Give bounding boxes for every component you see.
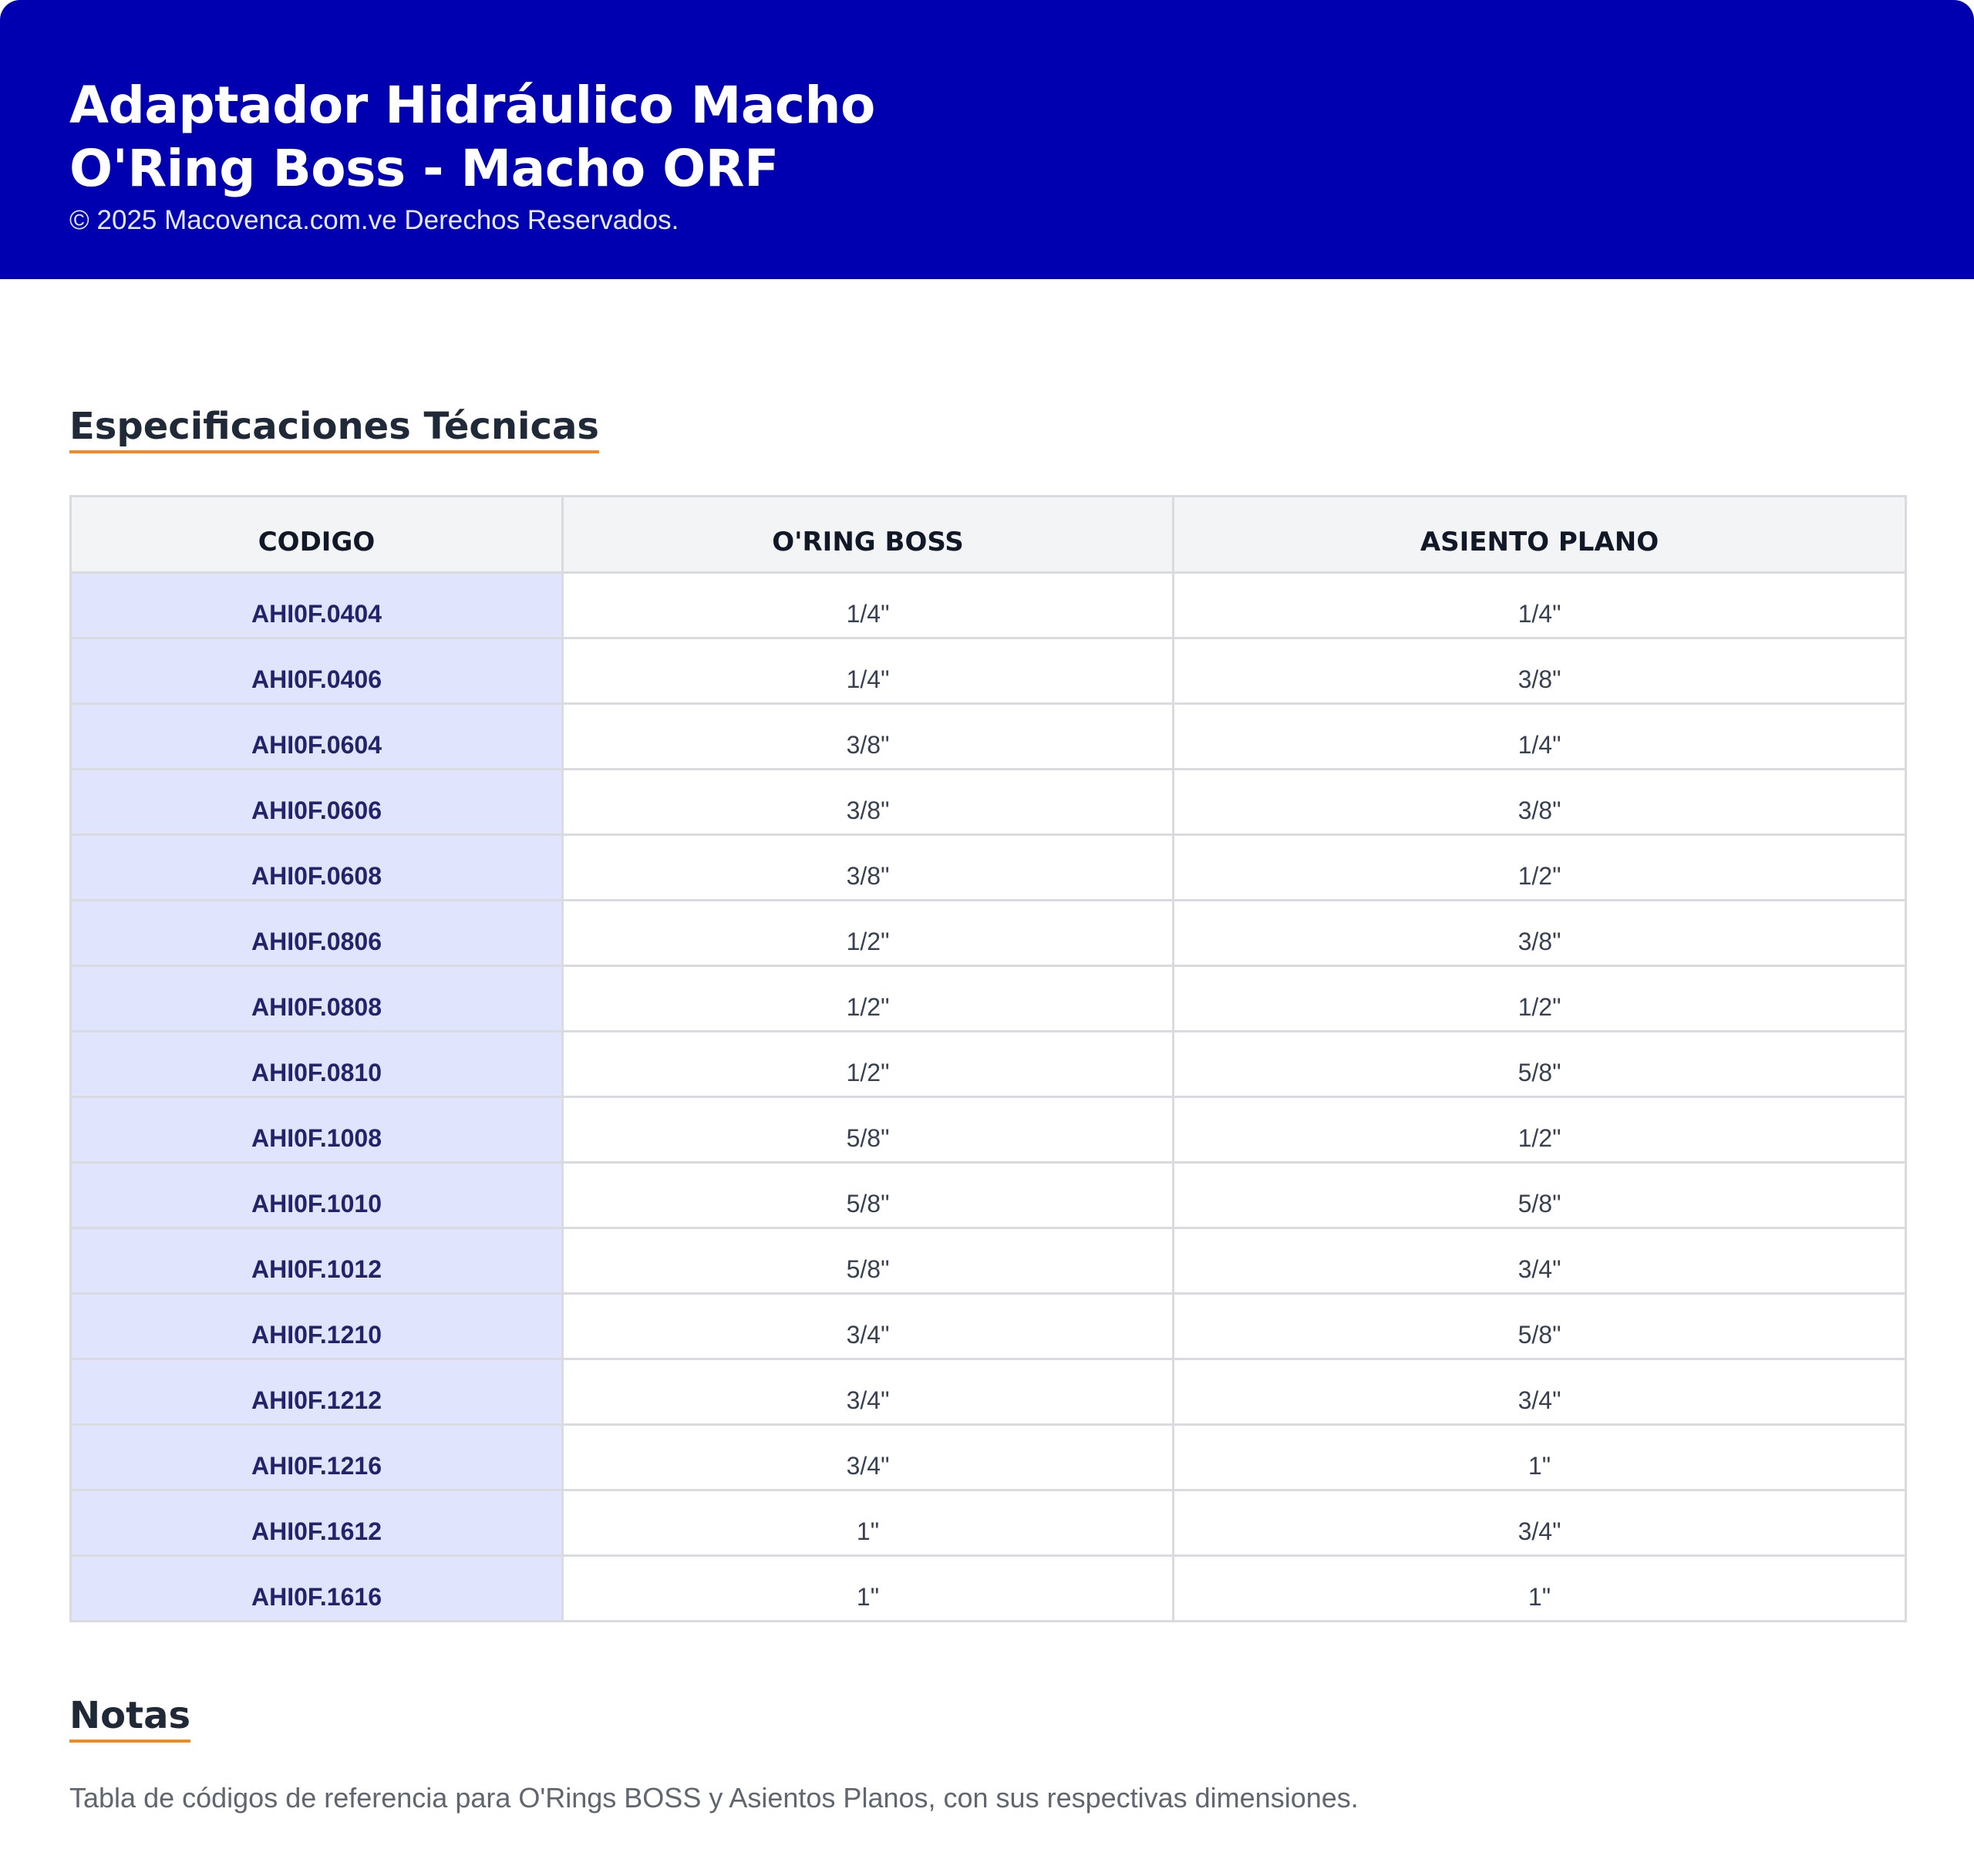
specs-table-container [69,495,1905,1622]
cell-asiento-plano: 3/4" [1174,1490,1906,1556]
page-header [0,0,1974,279]
column-header-asiento-plano: ASIENTO PLANO [1174,497,1906,573]
specs-table-body [71,573,1906,1622]
specs-table [69,495,1907,1622]
cell-codigo: AHI0F.0404 [71,573,563,638]
cell-oring-boss: 3/8" [563,770,1174,835]
table-row [71,835,1906,901]
cell-oring-boss: 5/8" [563,1228,1174,1294]
cell-oring-boss: 1/2" [563,1032,1174,1097]
copyright-notice: © 2025 Macovenca.com.ve Derechos Reservados. [69,205,679,235]
cell-codigo: AHI0F.0406 [71,638,563,704]
table-row [71,1294,1906,1359]
notes-section-title: Notas [69,1693,190,1743]
column-header-oring-boss: O'RING BOSS [563,497,1174,573]
cell-oring-boss: 1/2" [563,901,1174,966]
cell-oring-boss: 1" [563,1490,1174,1556]
cell-oring-boss: 3/8" [563,704,1174,770]
cell-codigo: AHI0F.0608 [71,835,563,901]
page-title [69,74,1905,200]
table-row [71,1032,1906,1097]
cell-codigo: AHI0F.1210 [71,1294,563,1359]
cell-codigo: AHI0F.1216 [71,1425,563,1490]
cell-codigo: AHI0F.1008 [71,1097,563,1163]
table-row [71,573,1906,638]
table-row [71,1228,1906,1294]
specs-section-header [69,404,599,453]
column-header-codigo: CODIGO [71,497,563,573]
cell-asiento-plano: 1/2" [1174,966,1906,1032]
notes-text: Tabla de códigos de referencia para O'Rings BOSS y Asientos Planos, con sus respectivas dimensiones. [69,1782,1359,1814]
cell-asiento-plano: 1" [1174,1556,1906,1622]
table-row [71,966,1906,1032]
cell-oring-boss: 3/4" [563,1425,1174,1490]
specs-section-title: Especificaciones Técnicas [69,404,599,453]
cell-codigo: AHI0F.0810 [71,1032,563,1097]
cell-asiento-plano: 5/8" [1174,1294,1906,1359]
cell-codigo: AHI0F.0806 [71,901,563,966]
cell-oring-boss: 1" [563,1556,1174,1622]
table-row [71,770,1906,835]
cell-asiento-plano: 1/4" [1174,704,1906,770]
table-row [71,1425,1906,1490]
cell-codigo: AHI0F.0606 [71,770,563,835]
cell-codigo: AHI0F.1612 [71,1490,563,1556]
table-header-row [71,497,1906,573]
cell-asiento-plano: 3/4" [1174,1359,1906,1425]
cell-asiento-plano: 1" [1174,1425,1906,1490]
cell-asiento-plano: 3/8" [1174,638,1906,704]
cell-asiento-plano: 5/8" [1174,1163,1906,1228]
cell-codigo: AHI0F.1616 [71,1556,563,1622]
table-row [71,1097,1906,1163]
cell-asiento-plano: 3/8" [1174,770,1906,835]
table-row [71,1163,1906,1228]
cell-oring-boss: 1/2" [563,966,1174,1032]
cell-codigo: AHI0F.1212 [71,1359,563,1425]
cell-oring-boss: 3/4" [563,1359,1174,1425]
cell-oring-boss: 5/8" [563,1163,1174,1228]
table-row [71,1490,1906,1556]
cell-oring-boss: 3/8" [563,835,1174,901]
cell-asiento-plano: 3/8" [1174,901,1906,966]
cell-codigo: AHI0F.0808 [71,966,563,1032]
table-row [71,704,1906,770]
cell-asiento-plano: 1/4" [1174,573,1906,638]
table-row [71,638,1906,704]
cell-oring-boss: 5/8" [563,1097,1174,1163]
page-title-line-1: Adaptador Hidráulico Macho [69,76,875,135]
cell-asiento-plano: 1/2" [1174,1097,1906,1163]
cell-codigo: AHI0F.1012 [71,1228,563,1294]
cell-oring-boss: 1/4" [563,638,1174,704]
cell-asiento-plano: 1/2" [1174,835,1906,901]
cell-codigo: AHI0F.0604 [71,704,563,770]
cell-oring-boss: 1/4" [563,573,1174,638]
cell-asiento-plano: 5/8" [1174,1032,1906,1097]
table-row [71,901,1906,966]
cell-asiento-plano: 3/4" [1174,1228,1906,1294]
page-title-line-2: O'Ring Boss - Macho ORF [69,139,779,198]
table-row [71,1359,1906,1425]
cell-oring-boss: 3/4" [563,1294,1174,1359]
table-row [71,1556,1906,1622]
notes-section-header [69,1693,190,1743]
cell-codigo: AHI0F.1010 [71,1163,563,1228]
